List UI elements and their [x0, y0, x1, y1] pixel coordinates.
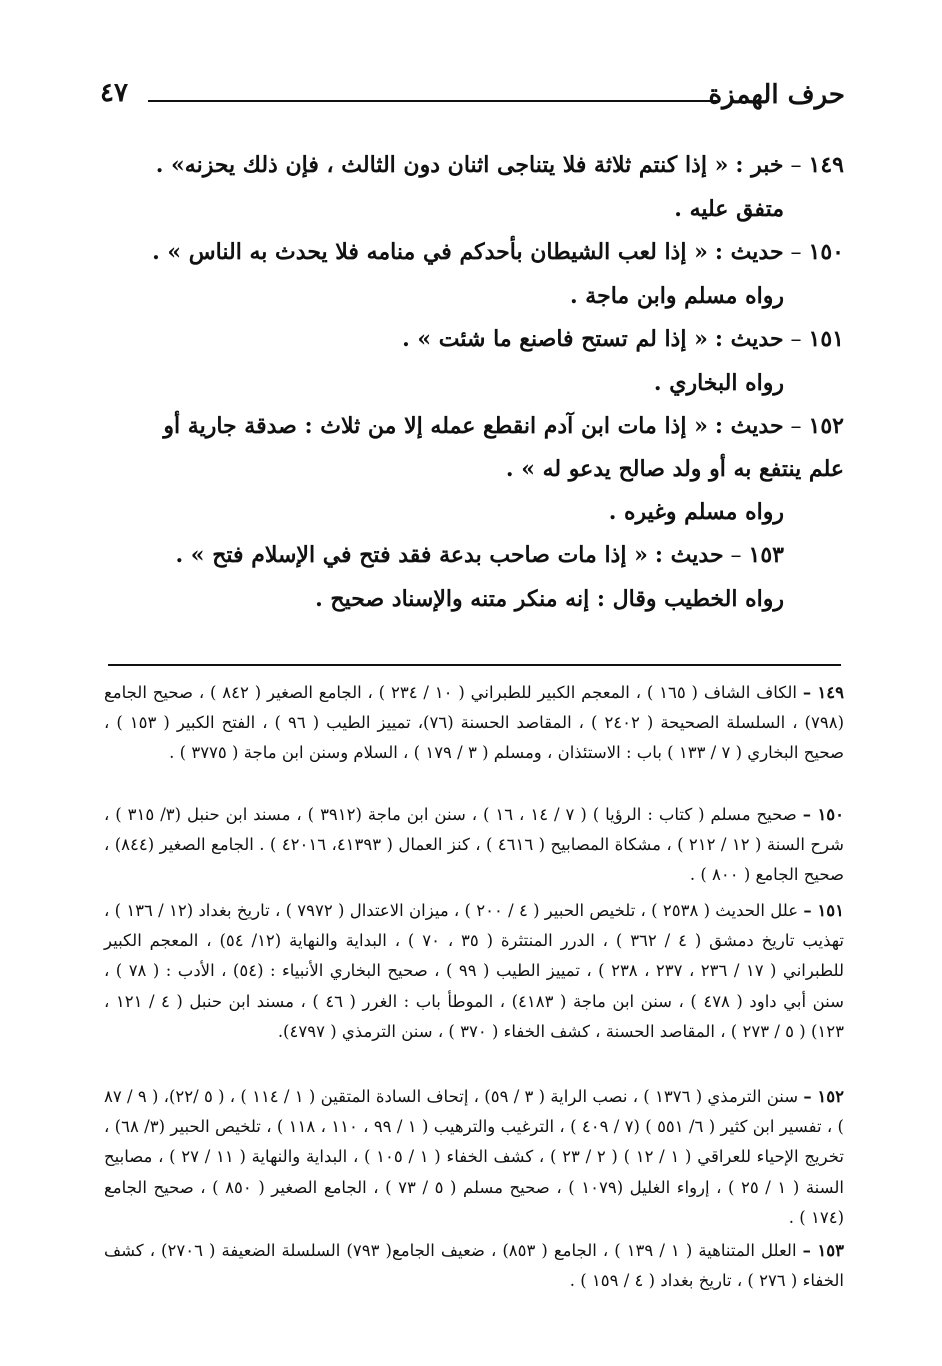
entry-source: رواه البخاري . [653, 370, 784, 396]
entry-source: رواه الخطيب وقال : إنه منكر متنه والإسناد صحيح . [315, 586, 784, 612]
hadith-text: « إذا لم تستح فاصنع ما شئت » . [402, 326, 708, 352]
hadith-entry: ١٤٩ – خبر : « إذا كنتم ثلاثة فلا يتناجى اثنان دون الثالث ، فإن ذلك يحزنه» . [155, 152, 844, 178]
hadith-text: « إذا مات ابن آدم انقطع عمله إلا من ثلاث : صدقة جارية أو [163, 413, 708, 439]
entry-source: رواه مسلم وابن ماجة . [569, 283, 784, 309]
footnote-separator [108, 664, 841, 666]
footnote [104, 800, 844, 891]
chapter-title: حرف الهمزة [708, 80, 845, 110]
entry-number: ١٥٠ [808, 239, 844, 265]
running-header [100, 78, 845, 122]
entry-number: ١٥٢ [808, 413, 844, 439]
hadith-entry: ١٥٣ – حديث : « إذا مات صاحب بدعة فقد فتح في الإسلام فتح » . [175, 542, 784, 568]
footnote [104, 896, 844, 1047]
footnote-text: صحيح مسلم ( كتاب : الرؤيا ) ( ٧ / ١٤ ، ١٦ ) ، سنن ابن ماجة (٣٩١٢ ) ، مسند ابن حنبل (٣/ ٣١٥ ) ، شرح السنة ( ١٢ / ٢١٢ ) ، مشكاة المصابيح ( ٤٦١٦ ) ، كنز العمال ( ٤١٣٩٣، ٤٢٠١٦ ) . الجامع الصغير (٨٤٤) ، صحيح الجامع ( ٨٠٠ ) . [104, 805, 844, 885]
entry-label: خبر : [735, 152, 784, 178]
header-rule [148, 100, 717, 102]
footnote-number: ١٥٢ – [803, 1087, 844, 1106]
footnote [104, 1236, 844, 1296]
footnote-text: سنن الترمذي ( ١٣٧٦ ) ، نصب الراية ( ٣ / ٥٩) ، إتحاف السادة المتقين ( ١ / ١١٤ ) ، ( ٥ /٢٢)، ( ٩ / ٨٧ ) ، تفسير ابن كثير ( ٦/ ٥٥١ ) (٧ / ٤٠٩ ) ، الترغيب والترهيب ( ١ / ٩٩ ، ١١٠ ، ١١٨ ) ، تلخيص الحبير (٣/ ٦٨) ، تخريج الإحياء للعراقي ( ١ / ١٢ ) ( ٢ / ٢٣ ) ، كشف الخفاء ( ١ / ١٠٥ ) ، البداية والنهاية ( ١١ / ٢٧ ) ، مصابيح السنة ( ١ / ٢٥ ) ، إرواء الغليل (١٠٧٩ ) ، صحيح مسلم ( ٥ / ٧٣ ) ، الجامع الصغير ( ٨٥٠ ) ، صحيح الجامع (١٧٤ ) . [104, 1087, 844, 1227]
footnote [104, 1082, 844, 1233]
entry-number: ١٤٩ [808, 152, 844, 178]
hadith-text: « إذا مات صاحب بدعة فقد فتح في الإسلام فتح » . [175, 542, 648, 568]
entry-source: رواه مسلم وغيره . [608, 499, 784, 525]
footnote-number: ١٤٩ – [802, 683, 845, 702]
hadith-entry: ١٥٠ – حديث : « إذا لعب الشيطان بأحدكم في منامه فلا يحدث به الناس » . [152, 239, 844, 265]
hadith-text-continuation: علم ينتفع به أو ولد صالح يدعو له » . [505, 456, 844, 482]
footnote [104, 678, 844, 769]
entry-number: ١٥٣ [748, 542, 784, 568]
footnote-text: علل الحديث ( ٢٥٣٨ ) ، تلخيص الحبير ( ٤ / ٢٠٠ ) ، ميزان الاعتدال ( ٧٩٧٢ ) ، تاريخ بغداد (١٢ / ١٣٦ ) ، تهذيب تاريخ دمشق ( ٤ / ٣٦٢ ) ، الدرر المنتثرة ( ٣٥ ، ٧٠ ) ، البداية والنهاية (١٢/ ٥٤) ، المعجم الكبير للطبراني ( ١٧ / ٢٣٦ ، ٢٣٧ ، ٢٣٨ ) ، تمييز الطيب ( ٩٩ ) ، صحيح البخاري الأنبياء : (٥٤) ، الأدب : ( ٧٨ ) ، سنن أبي داود ( ٤٧٨ ) ، سنن ابن ماجة ( ٤١٨٣) ، الموطأ باب : الغرر ( ٤٦ ) ، مسند ابن حنبل ( ٤ / ١٢١ ، ١٢٣) ( ٥ / ٢٧٣ ) ، المقاصد الحسنة ، كشف الخفاء ( ٣٧٠ ) ، سنن الترمذي ( ٤٧٩٧). [104, 901, 844, 1041]
footnote-number: ١٥١ – [803, 901, 844, 920]
page-number: ٤٧ [100, 78, 128, 108]
footnote-text: الكاف الشاف ( ١٦٥ ) ، المعجم الكبير للطبراني ( ١٠ / ٢٣٤ ) ، الجامع الصغير ( ٨٤٢ ) ، صحيح الجامع (٧٩٨) ، السلسلة الصحيحة ( ٢٤٠٢ ) ، المقاصد الحسنة (٧٦)، تمييز الطيب ( ٩٦ ) ، الفتح الكبير ( ١٥٣ ) ، صحيح البخاري ( ٧ / ١٣٣ ) باب : الاستئذان ، ومسلم ( ٣ / ١٧٩ ) ، السلام وسنن ابن ماجة ( ٣٧٧٥ ) . [104, 683, 845, 763]
entry-label: حديث : [654, 542, 724, 568]
entry-label: حديث : [714, 413, 784, 439]
footnote-text: العلل المتناهية ( ١ / ١٣٩ ) ، الجامع ( ٨٥٣) ، ضعيف الجامع( ٧٩٣) السلسلة الضعيفة ( ٢٧٠٦) ، كشف الخفاء ( ٢٧٦ ) ، تاريخ بغداد ( ٤ / ١٥٩ ) . [104, 1241, 844, 1291]
hadith-entry: ١٥٢ – حديث : « إذا مات ابن آدم انقطع عمله إلا من ثلاث : صدقة جارية أو [163, 413, 844, 439]
footnote-number: ١٥٣ – [802, 1241, 844, 1260]
entry-number: ١٥١ [808, 326, 844, 352]
hadith-entry: ١٥١ – حديث : « إذا لم تستح فاصنع ما شئت » . [402, 326, 844, 352]
hadith-text: « إذا كنتم ثلاثة فلا يتناجى اثنان دون الثالث ، فإن ذلك يحزنه» . [155, 152, 729, 178]
entry-label: حديث : [714, 326, 784, 352]
hadith-text: « إذا لعب الشيطان بأحدكم في منامه فلا يحدث به الناس » . [152, 239, 708, 265]
entry-label: حديث : [714, 239, 784, 265]
footnote-number: ١٥٠ – [802, 805, 845, 824]
entry-source: متفق عليه . [674, 196, 784, 222]
